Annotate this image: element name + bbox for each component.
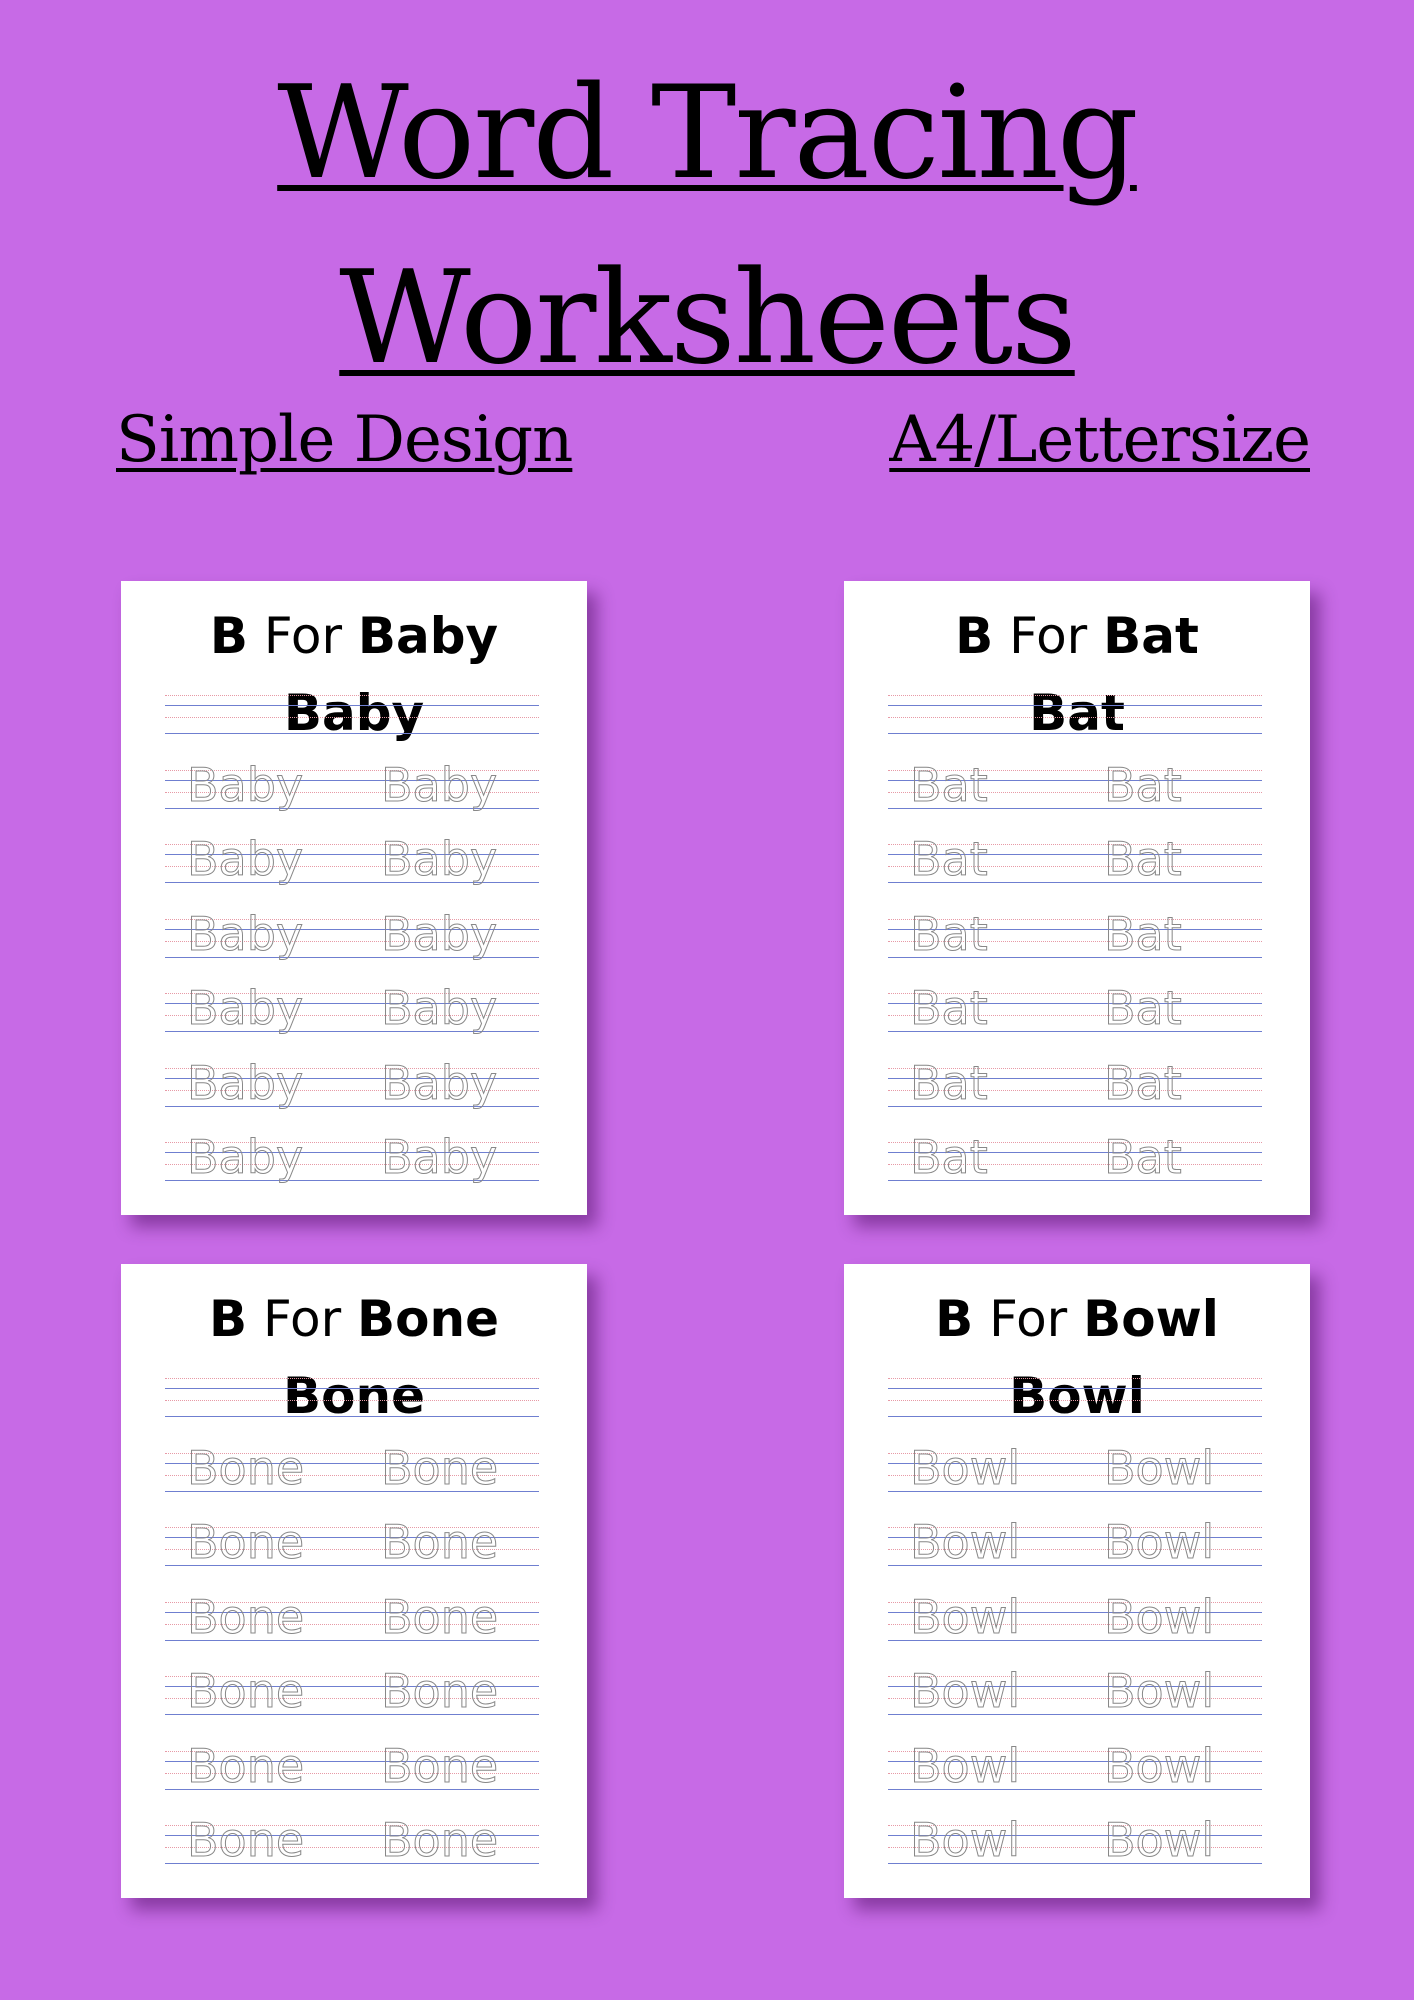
trace-word: Bone	[381, 1440, 499, 1495]
trace-word: Baby	[187, 906, 304, 961]
tracing-lines	[888, 695, 1262, 1184]
trace-word: Baby	[381, 1130, 498, 1184]
trace-word: Bowl	[1104, 1738, 1215, 1793]
trace-word: Bowl	[910, 1738, 1021, 1793]
title-line-2: Worksheets	[339, 244, 1075, 393]
trace-word: Bone	[187, 1589, 305, 1644]
card-letter: B	[935, 1290, 974, 1348]
trace-word: Bone	[187, 1440, 305, 1495]
card-for: For	[989, 1290, 1068, 1348]
card-for: For	[1009, 607, 1088, 665]
guide-line	[888, 705, 1262, 706]
card-letter: B	[955, 607, 994, 665]
subtitle-simple-design: Simple Design	[116, 403, 573, 477]
trace-word: Bowl	[910, 1440, 1021, 1495]
card-for: For	[263, 1290, 342, 1348]
guide-line	[888, 695, 1262, 696]
trace-word: Baby	[381, 981, 498, 1035]
guide-line	[888, 1416, 1262, 1417]
worksheet-card	[844, 1264, 1310, 1898]
guide-line	[888, 1388, 1262, 1389]
trace-word: Bat	[910, 757, 988, 812]
worksheet-card	[121, 1264, 587, 1898]
trace-word: Bone	[381, 1738, 499, 1793]
trace-word: Baby	[187, 1055, 304, 1110]
guide-line	[888, 1400, 1262, 1401]
trace-word: Baby	[187, 981, 304, 1035]
card-letter: B	[208, 1290, 248, 1348]
trace-word: Bowl	[910, 1664, 1021, 1718]
trace-word: Bone	[381, 1589, 499, 1644]
trace-word: Baby	[381, 757, 498, 812]
trace-word: Bat	[1104, 981, 1182, 1035]
trace-word: Bat	[1104, 1055, 1182, 1110]
worksheet-card	[121, 581, 587, 1215]
trace-word: Bat	[910, 906, 988, 961]
tracing-lines	[165, 1378, 539, 1867]
card-letter: B	[209, 607, 248, 665]
tracing-lines	[888, 1378, 1262, 1867]
trace-word: Baby	[381, 832, 498, 886]
trace-word: Baby	[187, 757, 304, 812]
trace-word: Bat	[1104, 906, 1182, 961]
trace-word: Baby	[381, 906, 498, 961]
worksheet-card	[844, 581, 1310, 1215]
trace-word: Bone	[187, 1515, 305, 1569]
card-model-word: Bat	[1029, 684, 1125, 742]
trace-word: Bowl	[910, 1813, 1021, 1867]
card-heading	[844, 607, 1310, 665]
trace-word: Baby	[381, 1055, 498, 1110]
guide-line	[888, 1378, 1262, 1379]
trace-word: Bat	[1104, 757, 1182, 812]
tracing-lines	[165, 695, 539, 1184]
guide-line	[165, 1400, 539, 1401]
trace-word: Bone	[187, 1664, 305, 1718]
guide-line	[165, 733, 539, 734]
trace-word: Bowl	[910, 1515, 1021, 1569]
trace-word: Bowl	[1104, 1440, 1215, 1495]
guide-line	[165, 717, 539, 718]
trace-word: Bat	[910, 832, 988, 886]
card-heading-word: Baby	[357, 607, 499, 665]
card-heading-word: Bone	[357, 1290, 500, 1348]
card-model-word: Baby	[283, 684, 425, 742]
trace-word: Bowl	[1104, 1813, 1215, 1867]
trace-word: Baby	[187, 832, 304, 886]
trace-word: Bat	[1104, 1130, 1182, 1184]
trace-word: Baby	[187, 1130, 304, 1184]
trace-word: Bone	[187, 1813, 305, 1867]
card-heading-word: Bowl	[1083, 1290, 1219, 1348]
guide-line	[888, 717, 1262, 718]
trace-word: Bone	[381, 1515, 499, 1569]
card-heading	[844, 1290, 1310, 1348]
trace-word: Bone	[381, 1813, 499, 1867]
trace-word: Bat	[910, 1130, 988, 1184]
guide-line	[888, 733, 1262, 734]
trace-word: Bowl	[1104, 1589, 1215, 1644]
trace-word: Bat	[1104, 832, 1182, 886]
trace-word: Bat	[910, 1055, 988, 1110]
card-for: For	[263, 607, 342, 665]
guide-line	[165, 695, 539, 696]
guide-line	[165, 1388, 539, 1389]
title-line-1: Word Tracing	[277, 59, 1137, 208]
card-heading	[121, 1290, 587, 1348]
guide-line	[165, 1416, 539, 1417]
card-model-word: Bone	[283, 1367, 425, 1425]
guide-line	[165, 705, 539, 706]
trace-word: Bowl	[1104, 1515, 1215, 1569]
trace-word: Bowl	[1104, 1664, 1215, 1718]
card-heading	[121, 607, 587, 665]
trace-word: Bat	[910, 981, 988, 1035]
trace-word: Bowl	[910, 1589, 1021, 1644]
trace-word: Bone	[187, 1738, 305, 1793]
card-heading-word: Bat	[1103, 607, 1199, 665]
card-model-word: Bowl	[1009, 1367, 1145, 1425]
trace-word: Bone	[381, 1664, 499, 1718]
subtitle-page-size: A4/Lettersize	[889, 403, 1310, 477]
guide-line	[165, 1378, 539, 1379]
